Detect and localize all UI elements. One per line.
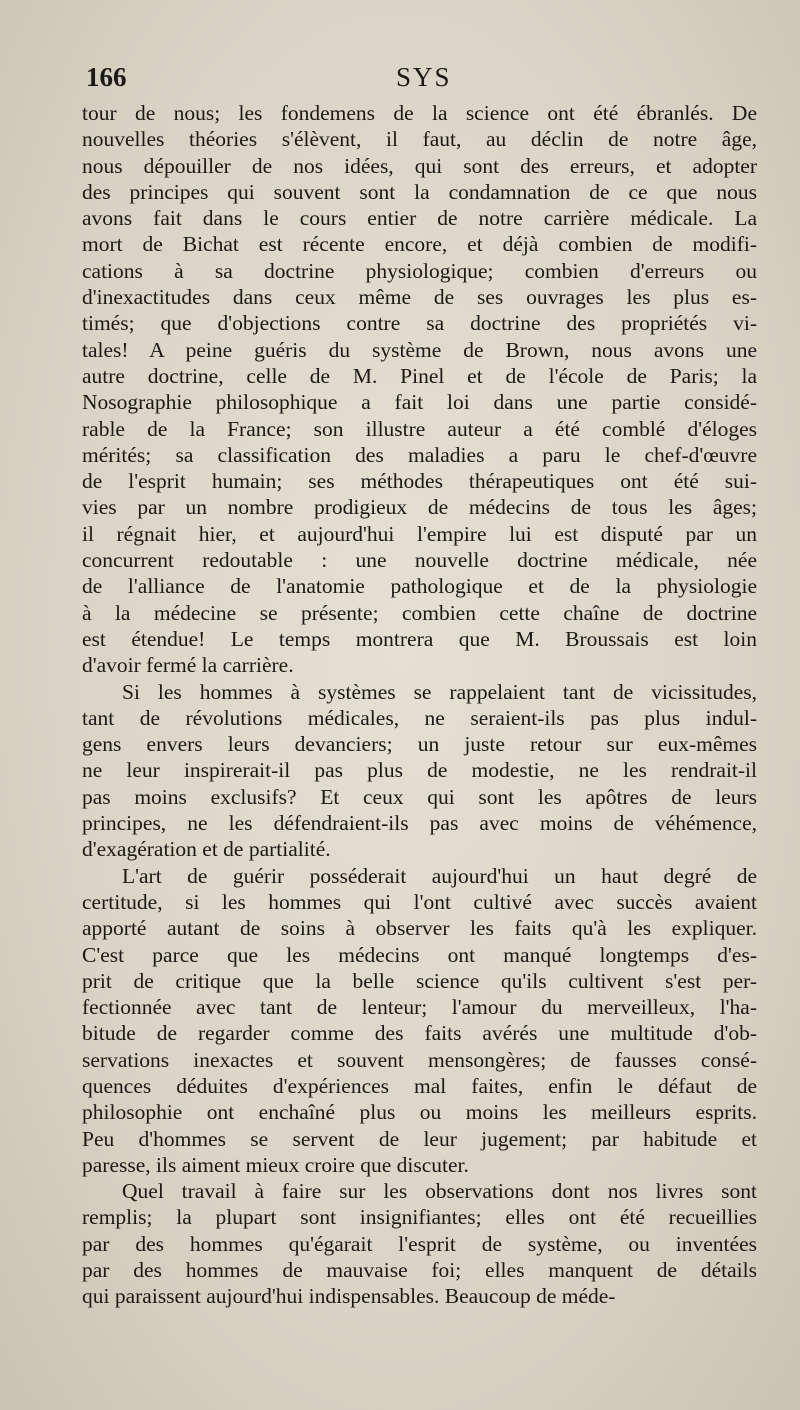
text-line: timés; que d'objections contre sa doctrine des propriétés vi-: [82, 311, 757, 336]
text-line: ne leur inspirerait-il pas plus de modestie, ne les rendrait-il: [82, 758, 757, 783]
text-line: à la médecine se présente; combien cette chaîne de doctrine: [82, 600, 757, 625]
text-line: vies par un nombre prodigieux de médecins de tous les âges;: [82, 495, 757, 520]
text-line: Nosographie philosophique a fait loi dans une partie considé-: [82, 390, 757, 415]
text-line: il régnait hier, et aujourd'hui l'empire lui est disputé par un: [82, 521, 757, 546]
text-line: nouvelles théories s'élèvent, il faut, au déclin de notre âge,: [82, 127, 757, 152]
text-line: d'inexactitudes dans ceux même de ses ouvrages les plus es-: [82, 285, 757, 310]
text-line: apporté autant de soins à observer les faits qu'à les expliquer.: [82, 916, 757, 941]
text-line: nous dépouiller de nos idées, qui sont des erreurs, et adopter: [82, 153, 757, 178]
running-head: SYS: [396, 62, 452, 92]
text-line: Si les hommes à systèmes se rappelaient tant de vicissitudes,: [122, 679, 757, 704]
text-line: autre doctrine, celle de M. Pinel et de l'école de Paris; la: [82, 363, 757, 388]
text-line: servations inexactes et souvent mensongères; de fausses consé-: [82, 1047, 757, 1072]
text-line: des principes qui souvent sont la condamnation de ce que nous: [82, 179, 757, 204]
body-text: [82, 100, 757, 1310]
text-line: gens envers leurs devanciers; un juste retour sur eux-mêmes: [82, 732, 757, 757]
text-line: L'art de guérir posséderait aujourd'hui un haut degré de: [122, 863, 757, 888]
text-line: remplis; la plupart sont insignifiantes; elles ont été recueillies: [82, 1205, 757, 1230]
text-line: par des hommes de mauvaise foi; elles manquent de détails: [82, 1258, 757, 1283]
text-line: tant de révolutions médicales, ne seraient-ils pas plus indul-: [82, 705, 757, 730]
text-line: quences déduites d'expériences mal faites, enfin le défaut de: [82, 1073, 757, 1098]
text-line: mérités; sa classification des maladies a paru le chef-d'œuvre: [82, 442, 757, 467]
text-line: avons fait dans le cours entier de notre carrière médicale. La: [82, 206, 757, 231]
text-line: Quel travail à faire sur les observations dont nos livres sont: [122, 1179, 757, 1204]
paragraph: [82, 863, 757, 1179]
text-line: tour de nous; les fondemens de la science ont été ébranlés. De: [82, 101, 757, 125]
text-line: principes, ne les défendraient-ils pas avec moins de véhémence,: [82, 811, 757, 836]
text-line: philosophie ont enchaîné plus ou moins les meilleurs esprits.: [82, 1100, 757, 1125]
text-line: est étendue! Le temps montrera que M. Broussais est loin: [82, 626, 757, 651]
text-line: tales! A peine guéris du système de Brown, nous avons une: [82, 337, 757, 362]
text-line: prit de critique que la belle science qu'ils cultivent s'est per-: [82, 968, 757, 993]
text-line: pas moins exclusifs? Et ceux qui sont les apôtres de leurs: [82, 784, 757, 809]
text-line: de l'alliance de l'anatomie pathologique et de la physiologie: [82, 574, 757, 599]
text-line: par des hommes qu'égarait l'esprit de système, ou inventées: [82, 1231, 757, 1256]
text-line: fectionnée avec tant de lenteur; l'amour du merveilleux, l'ha-: [82, 995, 757, 1020]
paragraph: [82, 679, 757, 863]
text-line: bitude de regarder comme des faits avérés une multitude d'ob-: [82, 1021, 757, 1046]
text-line: certitude, si les hommes qui l'ont cultivé avec succès avaient: [82, 889, 757, 914]
page-number: 166: [86, 62, 127, 92]
page-header: [86, 62, 760, 98]
paragraph: [82, 1178, 757, 1309]
paragraph: [82, 100, 757, 679]
text-line: mort de Bichat est récente encore, et déjà combien de modifi-: [82, 232, 757, 257]
text-line: rable de la France; son illustre auteur a été comblé d'éloges: [82, 416, 757, 441]
text-line: d'avoir fermé la carrière.: [82, 653, 294, 678]
text-line: Peu d'hommes se servent de leur jugement; par habitude et: [82, 1126, 757, 1151]
text-line: d'exagération et de partialité.: [82, 837, 331, 862]
text-line: paresse, ils aiment mieux croire que discuter.: [82, 1152, 469, 1177]
text-line: qui paraissent aujourd'hui indispensables. Beaucoup de méde-: [82, 1284, 616, 1309]
text-line: cations à sa doctrine physiologique; combien d'erreurs ou: [82, 258, 757, 283]
text-line: C'est parce que les médecins ont manqué longtemps d'es-: [82, 942, 757, 967]
text-line: de l'esprit humain; ses méthodes thérapeutiques ont été sui-: [82, 469, 757, 494]
text-line: concurrent redoutable : une nouvelle doctrine médicale, née: [82, 548, 757, 573]
